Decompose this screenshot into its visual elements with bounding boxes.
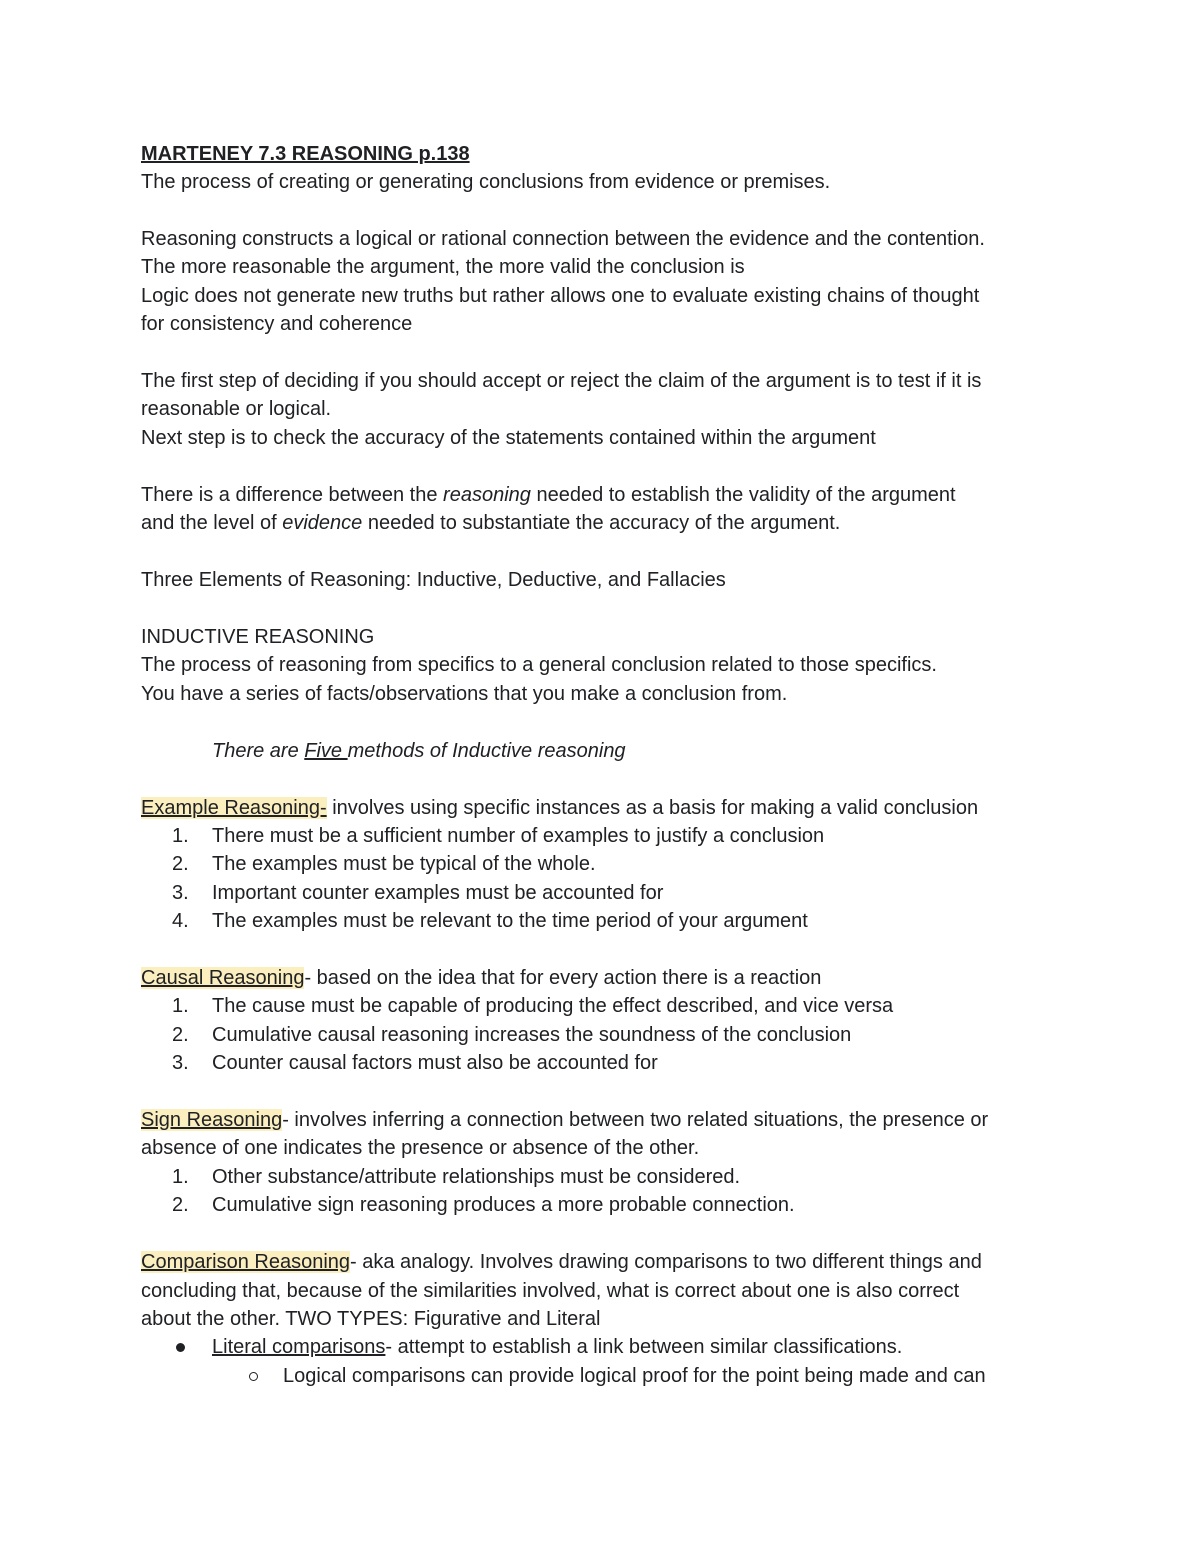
list-number: 1.: [172, 995, 189, 1017]
list-item: The examples must be typical of the whole.: [212, 853, 596, 875]
term-description: - involves inferring a connection between two related situations, the presence or: [282, 1109, 989, 1131]
list-number: 1.: [172, 1166, 189, 1188]
paragraph-line: The process of reasoning from specifics to a general conclusion related to those specifics.: [141, 654, 937, 676]
example-reasoning-line: [141, 794, 978, 822]
list-item: Cumulative causal reasoning increases the soundness of the conclusion: [212, 1024, 852, 1046]
sign-reasoning-line: [141, 1106, 988, 1134]
list-item: Cumulative sign reasoning produces a more probable connection.: [212, 1194, 795, 1216]
list-item: The cause must be capable of producing the effect described, and vice versa: [212, 995, 894, 1017]
paragraph-line: about the other. TWO TYPES: Figurative and Literal: [141, 1308, 601, 1330]
paragraph-line: The first step of deciding if you should accept or reject the claim of the argument is to test if it is: [141, 370, 982, 392]
paragraph-line: for consistency and coherence: [141, 313, 413, 335]
paragraph-line: reasonable or logical.: [141, 398, 332, 420]
italic-term-evidence: evidence: [282, 512, 363, 534]
highlighted-term: Causal Reasoning: [141, 967, 305, 989]
term-description: - attempt to establish a link between similar classifications.: [385, 1336, 903, 1358]
comparison-reasoning-line: [141, 1248, 982, 1276]
causal-reasoning-line: [141, 964, 821, 992]
highlighted-term: Example Reasoning-: [141, 797, 327, 819]
underlined-term: Literal comparisons: [212, 1336, 386, 1358]
list-number: 3.: [172, 1052, 189, 1074]
list-number: 2.: [172, 1194, 189, 1216]
term-description: involves using specific instances as a basis for making a valid conclusion: [326, 797, 979, 819]
list-number: 4.: [172, 910, 189, 932]
underlined-five: Five: [304, 740, 348, 762]
three-elements-text: Three Elements of Reasoning: Inductive, Deductive, and Fallacies: [141, 569, 726, 591]
term-description: - based on the idea that for every action there is a reaction: [304, 967, 822, 989]
list-item: Other substance/attribute relationships must be considered.: [212, 1166, 741, 1188]
paragraph-line: You have a series of facts/observations that you make a conclusion from.: [141, 683, 788, 705]
bullet-item: [212, 1333, 902, 1361]
document-title: MARTENEY 7.3 REASONING p.138: [141, 143, 470, 165]
list-item: Counter causal factors must also be accounted for: [212, 1052, 658, 1074]
sub-bullet-item: Logical comparisons can provide logical proof for the point being made and can: [283, 1365, 986, 1387]
bullet-icon: [176, 1343, 185, 1352]
highlighted-term: Sign Reasoning: [141, 1109, 283, 1131]
paragraph-line: The more reasonable the argument, the more valid the conclusion is: [141, 256, 745, 278]
list-item: Important counter examples must be accounted for: [212, 882, 664, 904]
inductive-heading: INDUCTIVE REASONING: [141, 626, 375, 648]
list-number: 1.: [172, 825, 189, 847]
paragraph-line: concluding that, because of the similarities involved, what is correct about one is also correct: [141, 1280, 960, 1302]
italic-term-reasoning: reasoning: [443, 484, 531, 506]
intro-text: The process of creating or generating conclusions from evidence or premises.: [141, 171, 831, 193]
list-item: There must be a sufficient number of examples to justify a conclusion: [212, 825, 825, 847]
list-item: The examples must be relevant to the time period of your argument: [212, 910, 808, 932]
term-description: - aka analogy. Involves drawing comparisons to two different things and: [350, 1251, 982, 1273]
text-run: needed to establish the validity of the argument: [530, 484, 956, 506]
list-number: 2.: [172, 853, 189, 875]
paragraph-line: [141, 481, 956, 509]
paragraph-line: [141, 509, 840, 537]
highlighted-term: Comparison Reasoning: [141, 1251, 351, 1273]
text-run: needed to substantiate the accuracy of the argument.: [362, 512, 841, 534]
paragraph-line: absence of one indicates the presence or absence of the other.: [141, 1137, 700, 1159]
list-number: 2.: [172, 1024, 189, 1046]
hollow-bullet-icon: [249, 1372, 258, 1381]
paragraph-line: Reasoning constructs a logical or rational connection between the evidence and the contention.: [141, 228, 985, 250]
paragraph-line: Logic does not generate new truths but rather allows one to evaluate existing chains of thought: [141, 285, 980, 307]
text-run: methods of Inductive reasoning: [347, 740, 626, 762]
paragraph-line: Next step is to check the accuracy of the statements contained within the argument: [141, 427, 876, 449]
text-run: There is a difference between the: [141, 484, 444, 506]
methods-subheading: [212, 737, 626, 765]
text-run: There are: [212, 740, 305, 762]
text-run: and the level of: [141, 512, 283, 534]
list-number: 3.: [172, 882, 189, 904]
